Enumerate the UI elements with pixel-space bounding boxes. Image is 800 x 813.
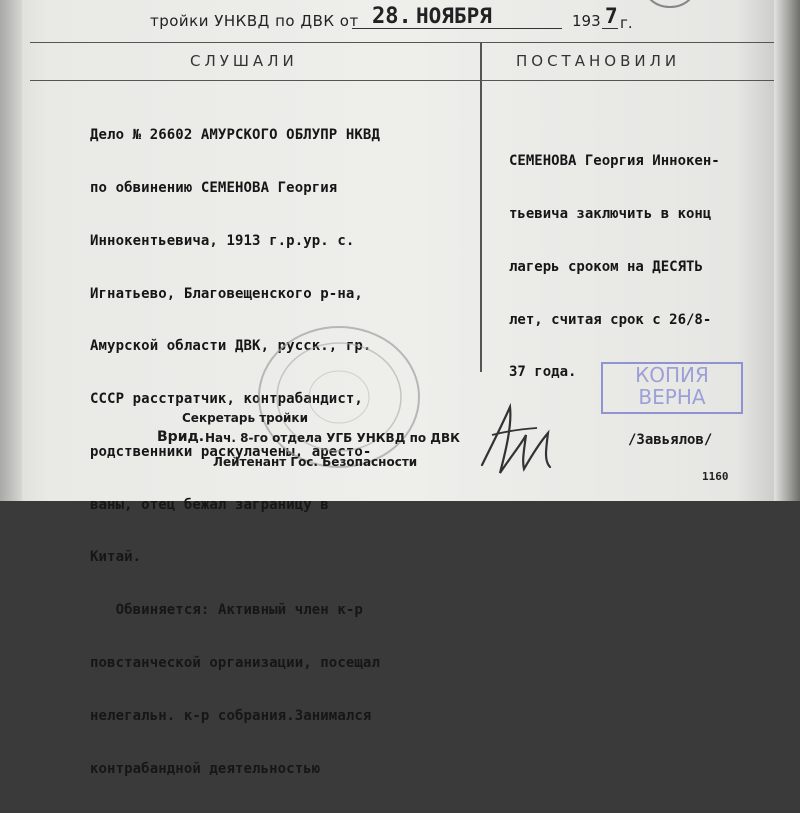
signature-secretary: Секретарь тройки xyxy=(182,411,308,425)
column-heard-heading: СЛУШАЛИ xyxy=(190,52,298,70)
heard-line: нелегальн. к-р собрания.Занимался xyxy=(90,707,372,724)
header-month: НОЯБРЯ xyxy=(416,4,492,28)
resolved-line: 37 года. xyxy=(509,364,577,381)
resolved-line: лагерь сроком на ДЕСЯТЬ xyxy=(509,258,703,275)
page-number: 1160 xyxy=(702,470,729,483)
resolved-line: тьевича заключить в конц xyxy=(509,205,712,222)
signature-vrid: Врид. xyxy=(157,429,205,445)
resolved-line: лет, считая срок с 26/8- xyxy=(509,311,712,328)
resolved-line: СЕМЕНОВА Георгия Иннокен- xyxy=(509,153,720,170)
heard-line: контрабандной деятельностью xyxy=(90,760,321,777)
stamp-line-1: КОПИЯ xyxy=(635,363,709,387)
binding-shadow xyxy=(0,0,22,501)
signature-position: Нач. 8-го отдела УГБ УНКВД по ДВК xyxy=(205,431,460,445)
heard-line: по обвинению СЕМЕНОВА Георгия xyxy=(90,179,338,196)
signature-rank: Лейтенант Гос. Безопасности xyxy=(213,455,418,469)
header-year-prefix: 193 xyxy=(572,12,601,30)
copy-verified-stamp xyxy=(601,362,743,414)
heard-line: Игнатьево, Благовещенского р-на, xyxy=(90,285,363,302)
header-prefix: тройки УНКВД по ДВК от xyxy=(150,12,359,30)
heard-line: повстанческой организации, посещал xyxy=(90,655,380,671)
stamp-line-2: ВЕРНА xyxy=(638,385,706,409)
handwritten-signature xyxy=(462,395,572,485)
heard-line: Обвиняется: Активный член к-р xyxy=(90,602,363,619)
heard-line: СССР расстратчик, контрабандист, xyxy=(90,391,363,408)
signature-name: /Завьялов/ xyxy=(628,432,713,448)
header-year-digit: 7 xyxy=(605,4,618,28)
heard-line: Амурской области ДВК, русск., гр. xyxy=(90,338,372,355)
heard-line: ваны, отец бежал заграницу в xyxy=(90,496,329,513)
header-day: 28. xyxy=(372,4,412,29)
table-header-rule xyxy=(30,80,774,81)
column-resolved-heading: ПОСТАНОВИЛИ xyxy=(516,52,681,70)
round-seal-stamp xyxy=(254,322,424,472)
heard-line: Иннокентьевича, 1913 г.р.ур. с. xyxy=(90,232,355,249)
heard-line: Дело № 26602 АМУРСКОГО ОБЛУПР НКВД xyxy=(90,127,380,144)
column-divider xyxy=(480,42,482,372)
heard-line: Китай. xyxy=(90,549,142,566)
table-top-rule xyxy=(30,42,774,43)
header-year-suffix: г. xyxy=(620,14,633,32)
heard-line: родственники раскулачены, аресто- xyxy=(90,443,372,460)
document-header xyxy=(150,4,670,32)
